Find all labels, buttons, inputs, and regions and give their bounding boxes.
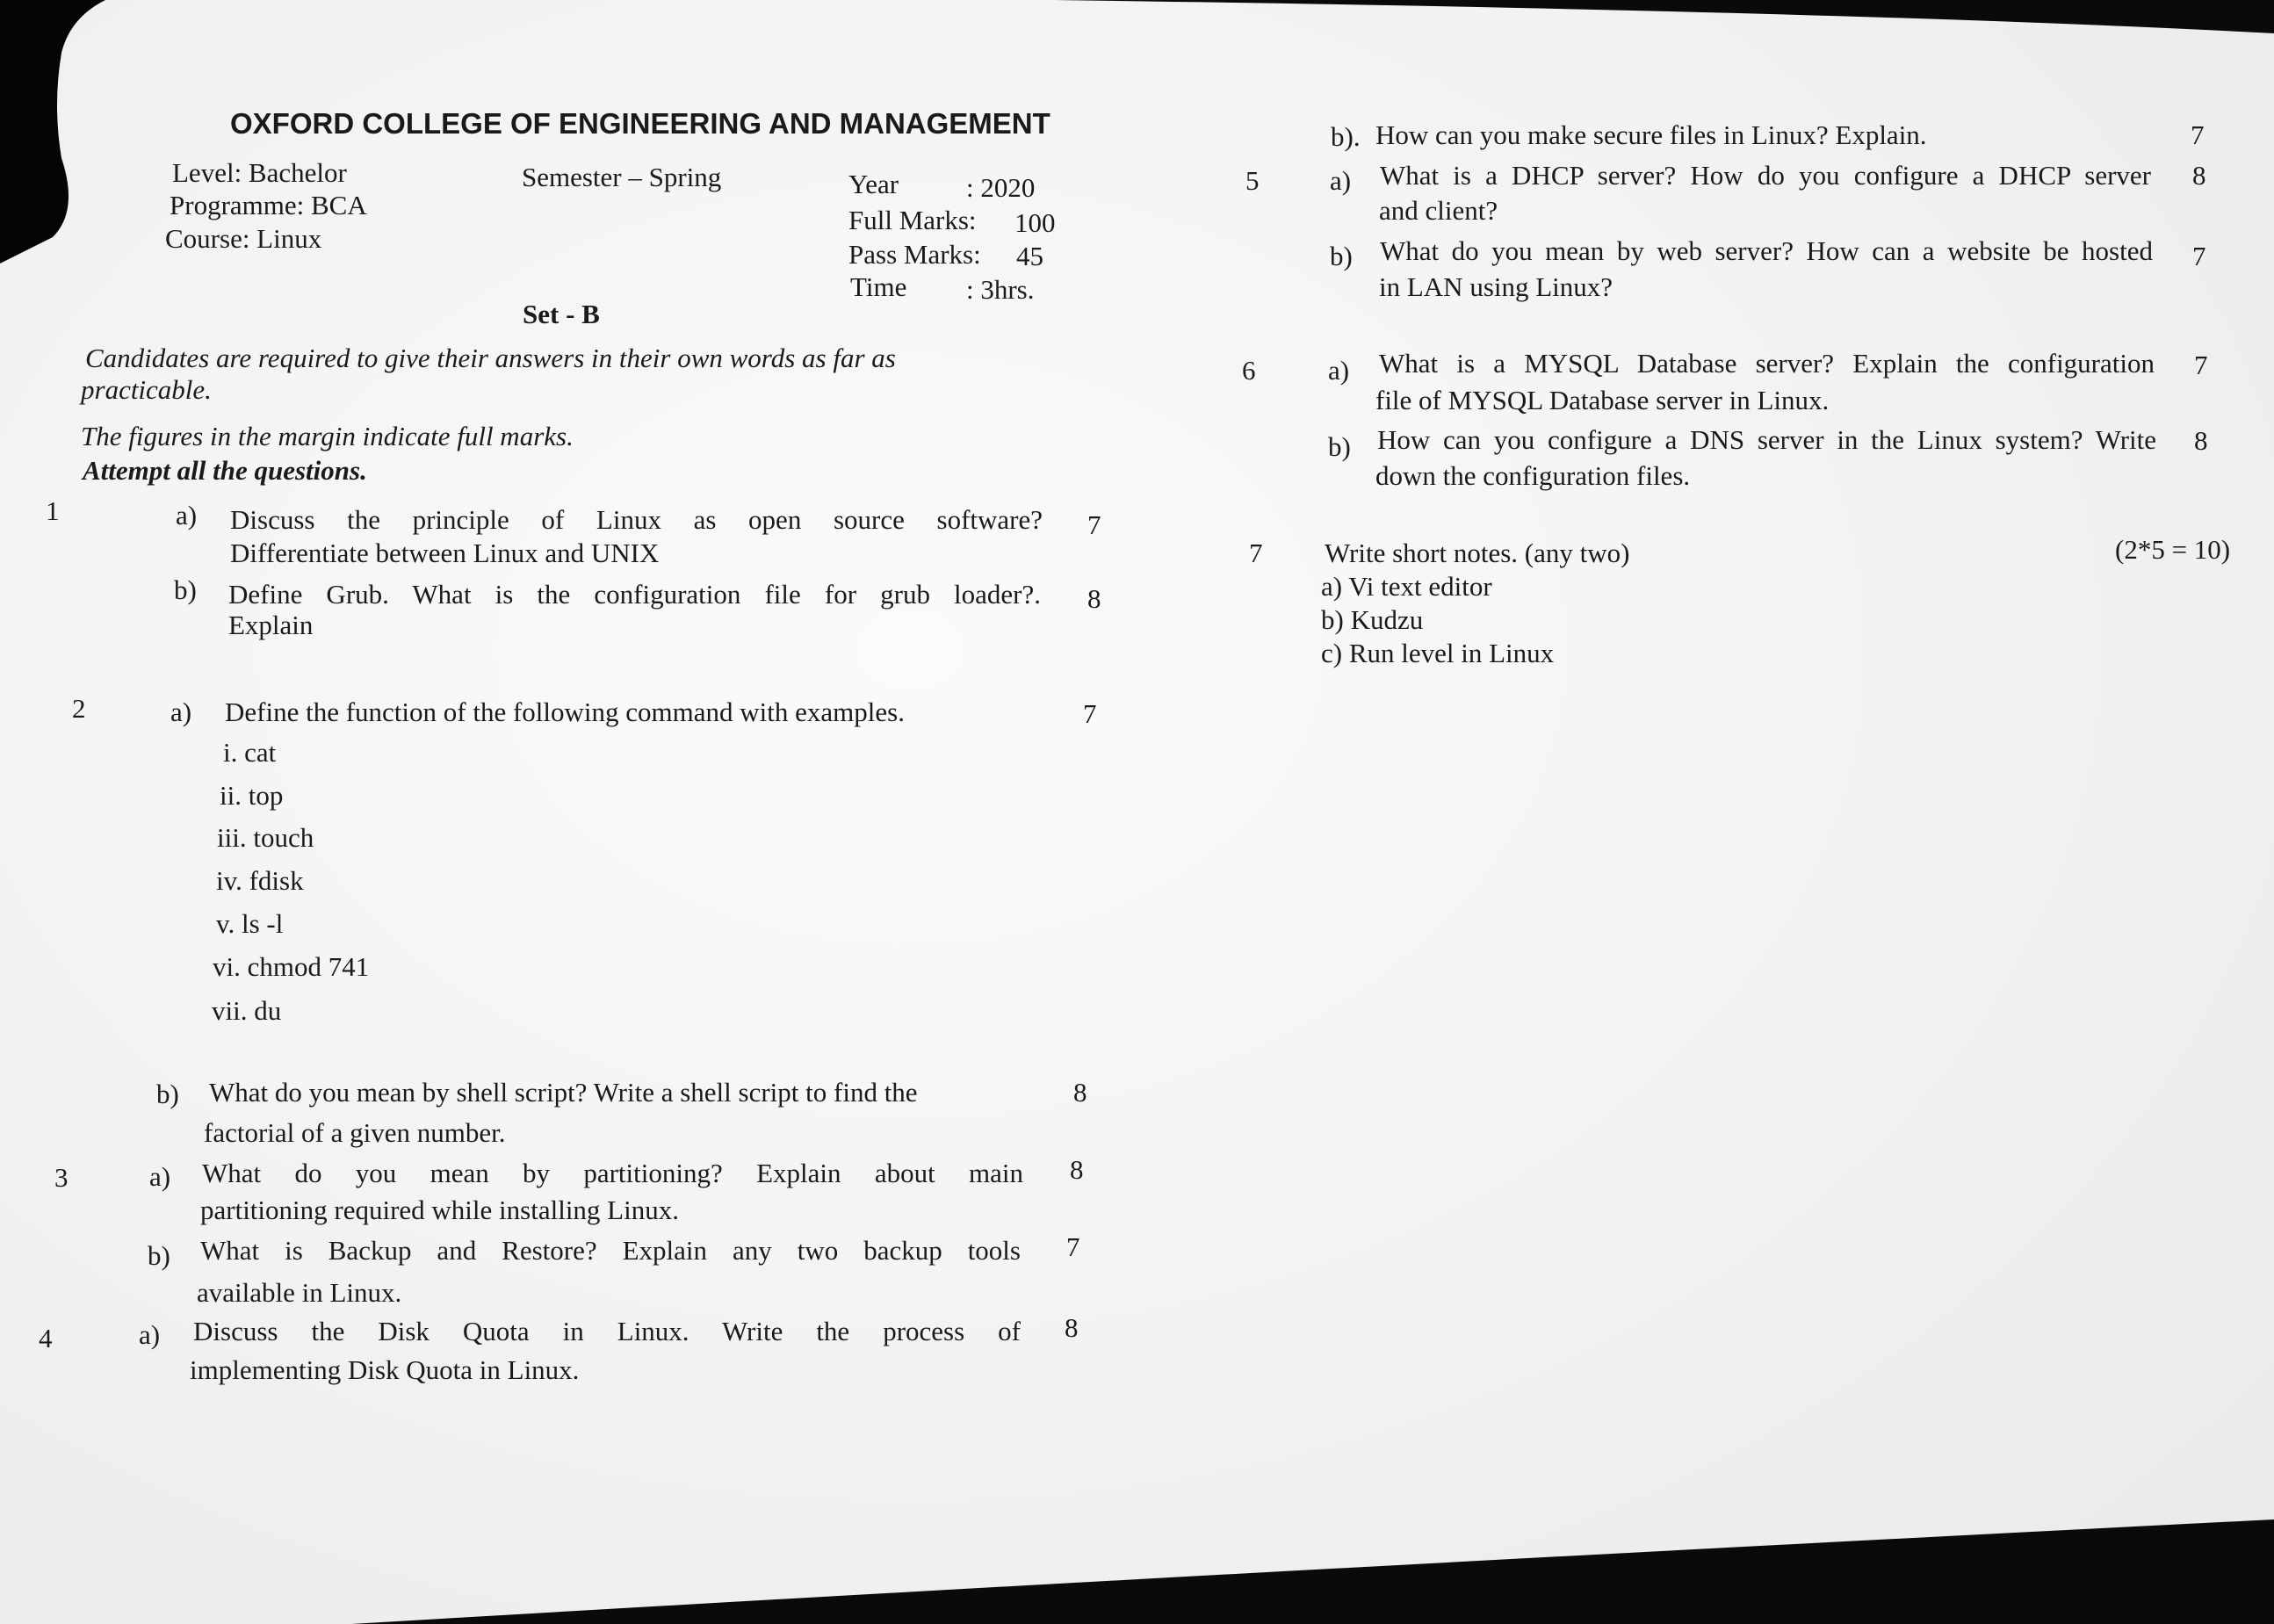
full-marks-value: 100 xyxy=(1014,207,1056,238)
q3a-marks: 8 xyxy=(1070,1154,1084,1185)
instruction-line-1: Candidates are required to give their answers in their own words as far as xyxy=(85,343,896,373)
q5a-line-1: What is a DHCP server? How do you configure a DHCP server xyxy=(1380,160,2151,191)
q3b-line-2: available in Linux. xyxy=(197,1277,402,1308)
q2b-line-1: What do you mean by shell script? Write a shell script to find the xyxy=(209,1077,918,1108)
q3b-line-1: What is Backup and Restore? Explain any two backup tools xyxy=(200,1235,1021,1266)
pass-marks-label: Pass Marks: xyxy=(848,239,981,270)
q4a-line-2: implementing Disk Quota in Linux. xyxy=(190,1354,580,1385)
command-item: ii. top xyxy=(220,780,284,811)
q2b-marks: 8 xyxy=(1073,1077,1087,1108)
q5b-label: b) xyxy=(1330,241,1353,271)
q5b-marks: 7 xyxy=(2192,241,2206,271)
command-item: iv. fdisk xyxy=(216,865,304,896)
q6a-line-1: What is a MYSQL Database server? Explain the configuration xyxy=(1379,348,2155,379)
programme-label: Programme: BCA xyxy=(170,190,367,220)
q2a-label: a) xyxy=(170,697,192,727)
instruction-line-3: The figures in the margin indicate full marks. xyxy=(81,421,574,451)
left-edge-shadow xyxy=(0,0,123,316)
q1a-line-2: Differentiate between Linux and UNIX xyxy=(230,538,660,568)
question-number-1: 1 xyxy=(46,495,60,526)
year-label: Year xyxy=(848,169,899,199)
q1a-marks: 7 xyxy=(1087,509,1101,540)
q6b-marks: 8 xyxy=(2194,425,2208,456)
q4a-line-1: Discuss the Disk Quota in Linux. Write the process of xyxy=(193,1316,1021,1346)
question-number-7: 7 xyxy=(1249,538,1263,568)
command-item: v. ls -l xyxy=(216,908,284,939)
question-number-6: 6 xyxy=(1242,355,1256,386)
q3b-marks: 7 xyxy=(1066,1231,1080,1262)
command-item: vii. du xyxy=(212,995,282,1026)
q3a-line-1: What do you mean by partitioning? Explain about main xyxy=(202,1158,1023,1188)
q1b-marks: 8 xyxy=(1087,583,1101,614)
level-label: Level: Bachelor xyxy=(172,157,347,188)
q1b-line-1: Define Grub. What is the configuration file for grub loader?. xyxy=(228,579,1041,610)
time-label: Time xyxy=(850,271,907,302)
q4b-marks: 7 xyxy=(2191,119,2205,150)
q5b-line-2: in LAN using Linux? xyxy=(1379,271,1613,302)
q7-marks: (2*5 = 10) xyxy=(2115,534,2231,565)
q3b-label: b) xyxy=(148,1240,170,1271)
q3a-line-2: partitioning required while installing Linux. xyxy=(200,1195,679,1225)
command-item: iii. touch xyxy=(217,822,314,853)
top-edge-shadow xyxy=(1054,0,2274,35)
course-label: Course: Linux xyxy=(165,223,322,254)
semester-label: Semester – Spring xyxy=(522,162,722,192)
year-value: : 2020 xyxy=(966,172,1036,203)
bottom-edge-shadow xyxy=(0,1484,2274,1624)
command-item: i. cat xyxy=(223,737,277,768)
instruction-line-2: practicable. xyxy=(81,374,212,405)
command-item: vi. chmod 741 xyxy=(213,951,370,982)
q1b-label: b) xyxy=(174,574,197,605)
q7-item: b) Kudzu xyxy=(1321,604,1424,635)
time-value: : 3hrs. xyxy=(966,274,1035,305)
q7-item: c) Run level in Linux xyxy=(1321,638,1555,668)
q5a-line-2: and client? xyxy=(1379,195,1498,226)
q5b-line-1: What do you mean by web server? How can a website be hosted xyxy=(1380,235,2153,266)
q6a-line-2: file of MYSQL Database server in Linux. xyxy=(1375,385,1830,415)
q6b-line-2: down the configuration files. xyxy=(1375,460,1691,491)
q2a-marks: 7 xyxy=(1083,698,1097,729)
college-title: OXFORD COLLEGE OF ENGINEERING AND MANAGEMENT xyxy=(230,107,1050,140)
q2b-label: b) xyxy=(156,1079,179,1109)
q7-text: Write short notes. (any two) xyxy=(1325,538,1630,568)
question-number-3: 3 xyxy=(54,1162,69,1193)
q5a-marks: 8 xyxy=(2192,160,2206,191)
q4a-marks: 8 xyxy=(1065,1312,1079,1343)
q3a-label: a) xyxy=(149,1161,171,1192)
question-number-5: 5 xyxy=(1245,165,1260,196)
q1a-label: a) xyxy=(176,500,198,531)
q6b-label: b) xyxy=(1328,431,1351,462)
q6b-line-1: How can you configure a DNS server in the Linux system? Write xyxy=(1377,424,2156,455)
q5a-label: a) xyxy=(1330,165,1352,196)
q4b-text: How can you make secure files in Linux? Explain. xyxy=(1375,119,1927,150)
question-number-2: 2 xyxy=(72,693,86,724)
question-number-4: 4 xyxy=(39,1323,53,1353)
q4a-label: a) xyxy=(139,1319,161,1350)
q6a-label: a) xyxy=(1328,355,1350,386)
instruction-line-4: Attempt all the questions. xyxy=(83,455,367,486)
full-marks-label: Full Marks: xyxy=(848,205,977,235)
q1b-line-2: Explain xyxy=(228,610,314,640)
pass-marks-value: 45 xyxy=(1016,241,1043,271)
q7-item: a) Vi text editor xyxy=(1321,571,1492,602)
q2b-line-2: factorial of a given number. xyxy=(204,1117,506,1148)
q2a-text: Define the function of the following command with examples. xyxy=(225,697,905,727)
q4b-label: b). xyxy=(1331,121,1361,152)
set-label: Set - B xyxy=(523,299,600,329)
q6a-marks: 7 xyxy=(2194,350,2208,380)
q1a-line-1: Discuss the principle of Linux as open source software? xyxy=(230,504,1043,535)
